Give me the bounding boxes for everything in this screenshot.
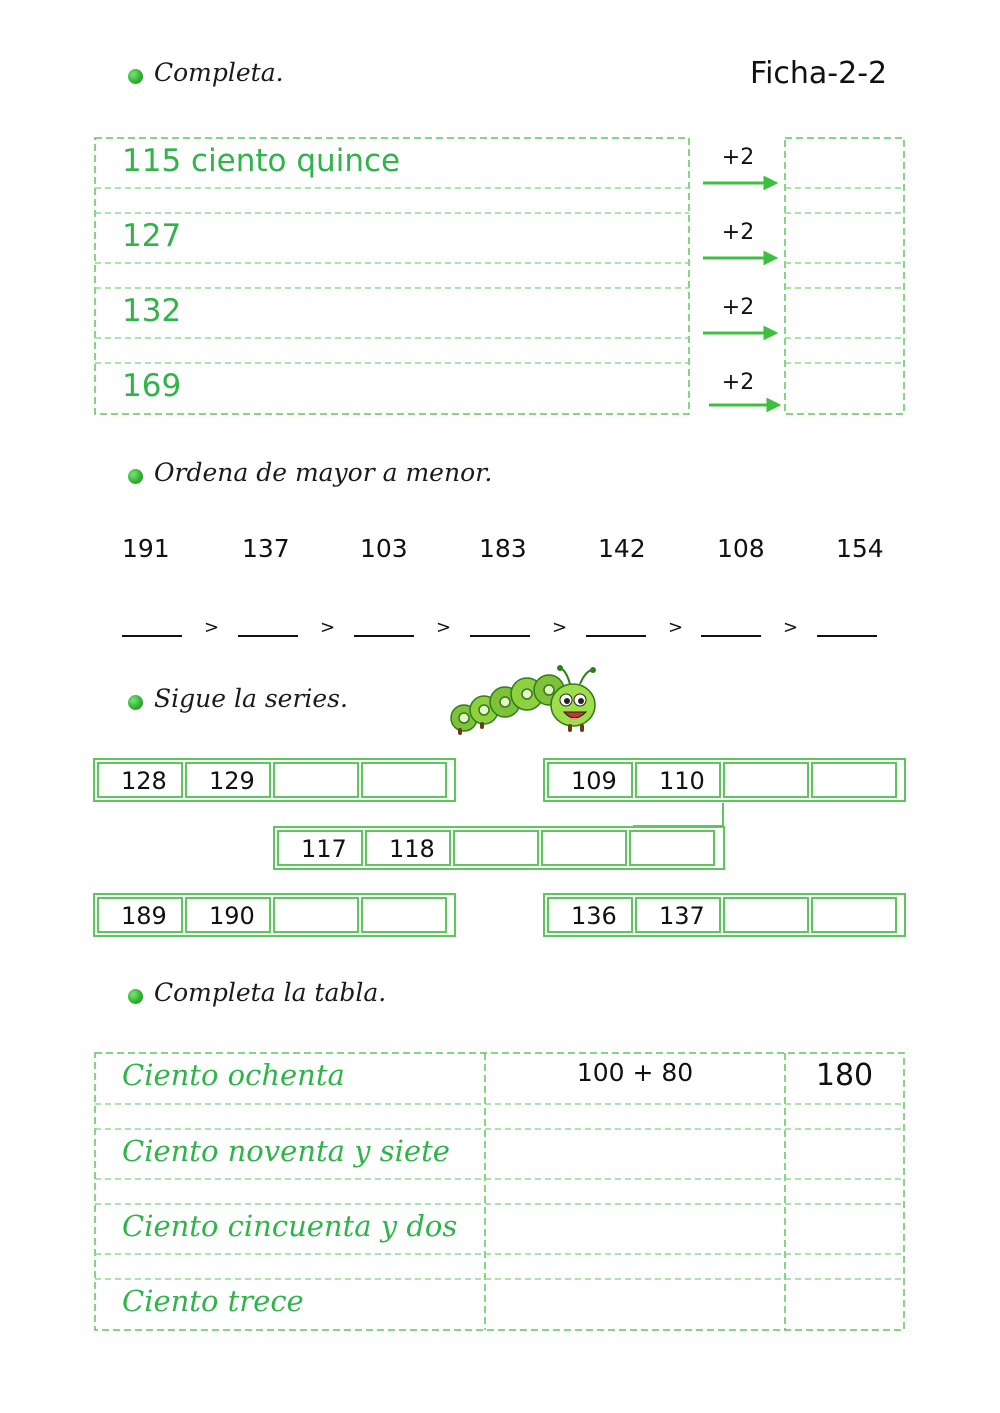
greater-than-sign: > xyxy=(320,617,336,638)
number-item: 137 xyxy=(242,534,290,563)
table-decomposition[interactable] xyxy=(487,1208,783,1252)
instruction-completa: Completa. xyxy=(154,58,284,87)
row2-operator: +2 xyxy=(721,220,755,245)
row1-text: 115 ciento quince xyxy=(122,143,401,179)
table-decomposition[interactable] xyxy=(487,1283,783,1327)
row3-text: 132 xyxy=(122,293,182,329)
row1-operator: +2 xyxy=(721,145,755,170)
table-words: Ciento trece xyxy=(122,1284,304,1318)
series-cell: 128 xyxy=(97,762,183,798)
table-words: Ciento noventa y siete xyxy=(122,1134,450,1168)
table-words: Ciento cincuenta y dos xyxy=(122,1209,458,1243)
number-item: 108 xyxy=(717,534,765,563)
table-number[interactable] xyxy=(787,1133,902,1177)
table-number[interactable] xyxy=(787,1208,902,1252)
number-item: 183 xyxy=(479,534,527,563)
row2-text: 127 xyxy=(122,218,182,254)
instruction-sigue: Sigue la series. xyxy=(154,684,348,713)
series-cell: 129 xyxy=(185,762,271,798)
series-cell: 110 xyxy=(635,762,721,798)
number-item: 154 xyxy=(836,534,884,563)
row4-operator: +2 xyxy=(721,370,755,395)
greater-than-sign: > xyxy=(204,617,220,638)
series-cell: 137 xyxy=(635,897,721,933)
greater-than-sign: > xyxy=(552,617,568,638)
table-decomposition[interactable] xyxy=(487,1133,783,1177)
table-number[interactable] xyxy=(787,1283,902,1327)
series-cell: 190 xyxy=(185,897,271,933)
row3-operator: +2 xyxy=(721,295,755,320)
series-cell: 189 xyxy=(97,897,183,933)
series-cell: 118 xyxy=(365,830,451,866)
greater-than-sign: > xyxy=(436,617,452,638)
table-number[interactable]: 180 xyxy=(815,1058,874,1093)
series-cell: 109 xyxy=(547,762,633,798)
sheet-id: Ficha-2-2 xyxy=(750,56,888,91)
number-item: 191 xyxy=(122,534,170,563)
greater-than-sign: > xyxy=(783,617,799,638)
number-item: 142 xyxy=(598,534,646,563)
series-cell: 136 xyxy=(547,897,633,933)
number-item: 103 xyxy=(360,534,408,563)
series-cell: 117 xyxy=(277,830,363,866)
greater-than-sign: > xyxy=(668,617,684,638)
row4-text: 169 xyxy=(122,368,182,404)
instruction-ordena: Ordena de mayor a menor. xyxy=(154,458,493,487)
instruction-tabla: Completa la tabla. xyxy=(154,978,387,1007)
table-decomposition[interactable]: 100 + 80 xyxy=(576,1058,694,1087)
table-words: Ciento ochenta xyxy=(122,1058,345,1092)
